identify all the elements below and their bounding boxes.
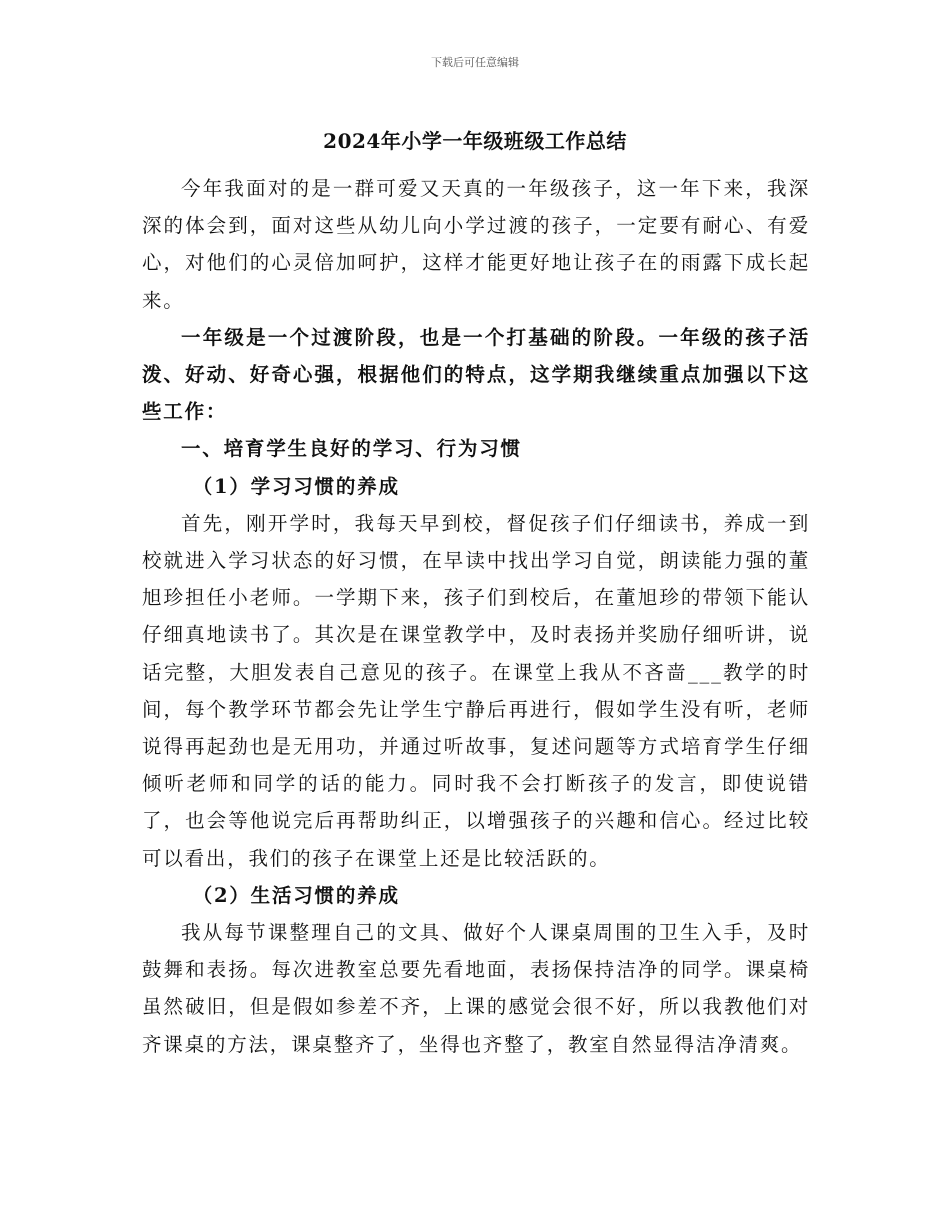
page-header-note: 下载后可任意编辑: [431, 56, 519, 69]
overview-paragraph: 一年级是一个过渡阶段，也是一个打基础的阶段。一年级的孩子活泼、好动、好奇心强，根据他们的特点，这学期我继续重点加强以下这些工作：: [142, 325, 810, 424]
study-habits-paragraph: 首先，刚开学时，我每天早到校，督促孩子们仔细读书，养成一到校就进入学习状态的好习惯，在早读中找出学习自觉，朗读能力强的董旭珍担任小老师。一学期下来，孩子们到校后，在董旭珍的带领下能认仔细真地读书了。其次是在课堂教学中，及时表扬并奖励仔细听讲，说话完整，大胆发表自己意见的孩子。在课堂上我从不吝啬___教学的时间，每个教学环节都会先让学生宁静后再进行，假如学生没有听，老师说得再起劲也是无用功，并通过听故事，复述问题等方式培育学生仔细倾听老师和同学的话的能力。同时我不会打断孩子的发言，即使说错了，也会等他说完后再帮助纠正，以增强孩子的兴趣和信心。经过比较可以看出，我们的孩子在课堂上还是比较活跃的。: [142, 511, 810, 870]
subsection-heading-study-habits: （1）学习习惯的养成: [192, 474, 400, 498]
life-habits-paragraph: 我从每节课整理自己的文具、做好个人课桌周围的卫生入手，及时鼓舞和表扬。每次进教室总要先看地面，表扬保持洁净的同学。课桌椅虽然破旧，但是假如参差不齐，上课的感觉会很不好，所以我教他们对齐课桌的方法，课桌整齐了，坐得也齐整了，教室自然显得洁净清爽。: [142, 921, 810, 1056]
document-body: [142, 170, 810, 1063]
document-title: 2024年小学一年级班级工作总结: [323, 129, 627, 153]
subsection-heading-life-habits: （2）生活习惯的养成: [192, 883, 400, 907]
intro-paragraph: 今年我面对的是一群可爱又天真的一年级孩子，这一年下来，我深深的体会到，面对这些从幼儿向小学过渡的孩子，一定要有耐心、有爱心，对他们的心灵倍加呵护，这样才能更好地让孩子在的雨露下成长起来。: [142, 177, 810, 312]
section-heading-1: 一、培育学生良好的学习、行为习惯: [181, 437, 522, 461]
